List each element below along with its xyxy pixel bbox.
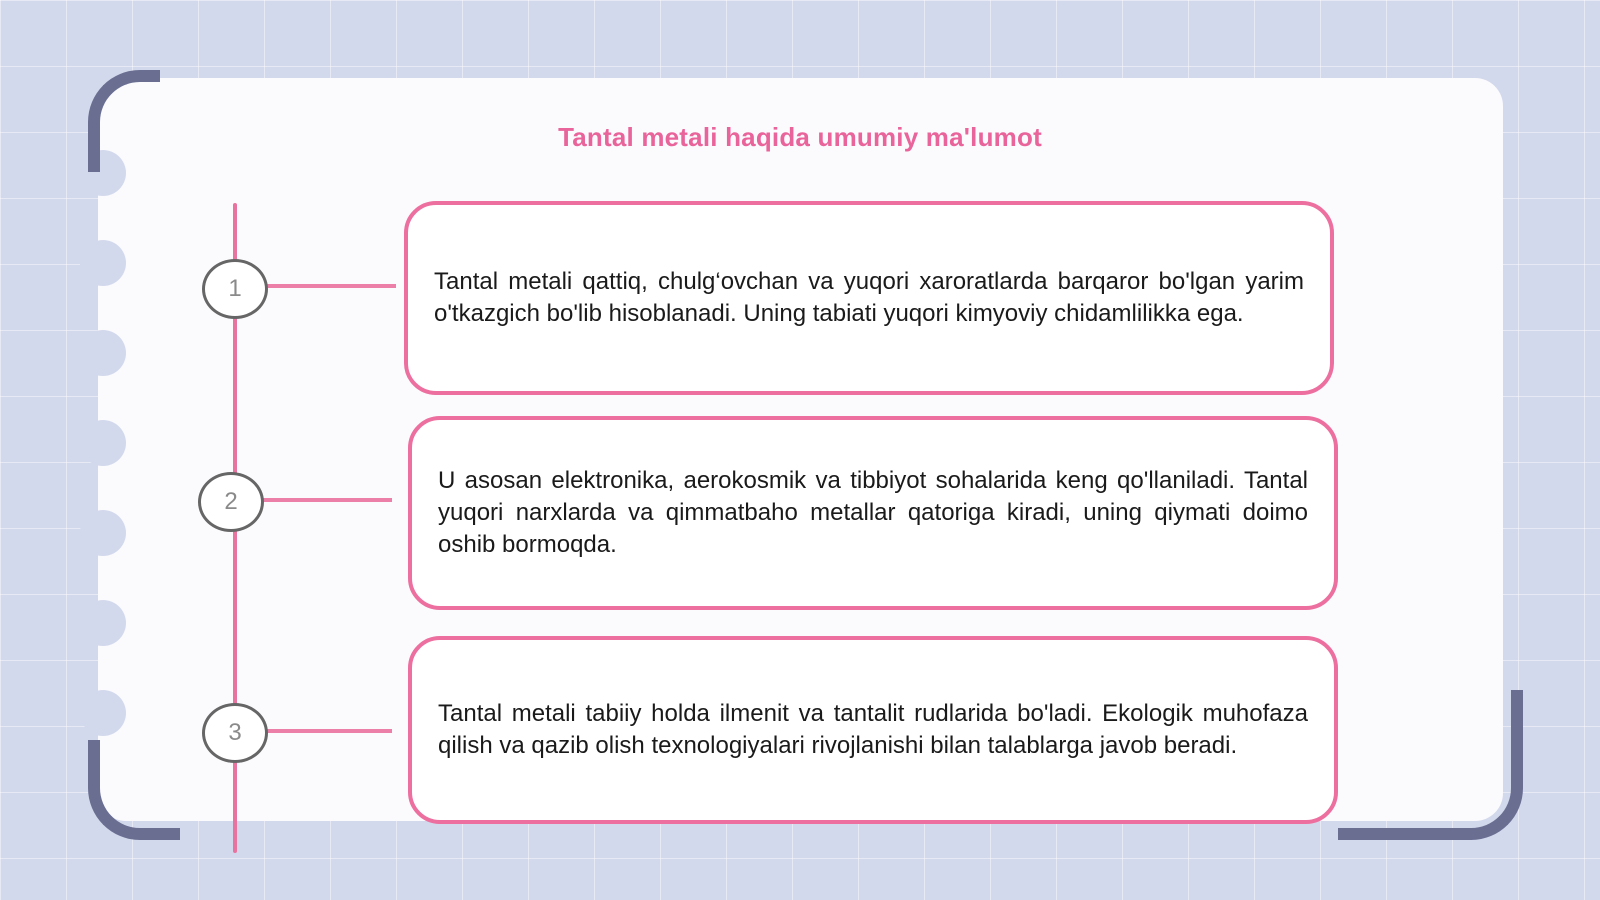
step-description: Tantal metali tabiiy holda ilmenit va tantalit rudlarida bo'ladi. Ekologik muhofaza qilish va qazib olish texnologiyalari rivojlanishi bilan talablarga javob beradi. [438,700,1308,759]
page-notch [80,240,126,286]
step-description: U asosan elektronika, aerokosmik va tibbiyot sohalarida keng qo'llaniladi. Tantal yuqori narxlarda va qimmatbaho metallar qatoriga kiradi, uning qiymati doimo oshib bormoqda. [438,467,1308,558]
page-notch [80,510,126,556]
step-number: 3 [228,719,242,746]
step-connector [266,284,396,288]
step-box [404,201,1334,395]
step-box [408,636,1338,824]
page-notch [80,330,126,376]
step-connector [266,729,392,733]
step-box [408,416,1338,610]
step-number-circle [198,472,264,532]
step-number-circle [202,703,268,763]
corner-bracket-bottom-left [88,740,180,840]
page-notch [80,420,126,466]
step-number: 1 [228,275,242,302]
step-number-circle [202,259,268,319]
slide-title: Tantal metali haqida umumiy ma'lumot [558,122,1042,152]
step-number: 2 [224,488,238,515]
step-description: Tantal metali qattiq, chulg‘ovchan va yuqori xaroratlarda barqaror bo'lgan yarim o'tkazgich bo'lib hisoblanadi. Uning tabiati yuqori kimyoviy chidamlilikka ega. [434,268,1304,327]
step-connector [262,498,392,502]
page-notch [80,600,126,646]
corner-bracket-top-left [88,70,160,172]
corner-bracket-bottom-right [1338,690,1523,840]
page-notch [80,690,126,736]
